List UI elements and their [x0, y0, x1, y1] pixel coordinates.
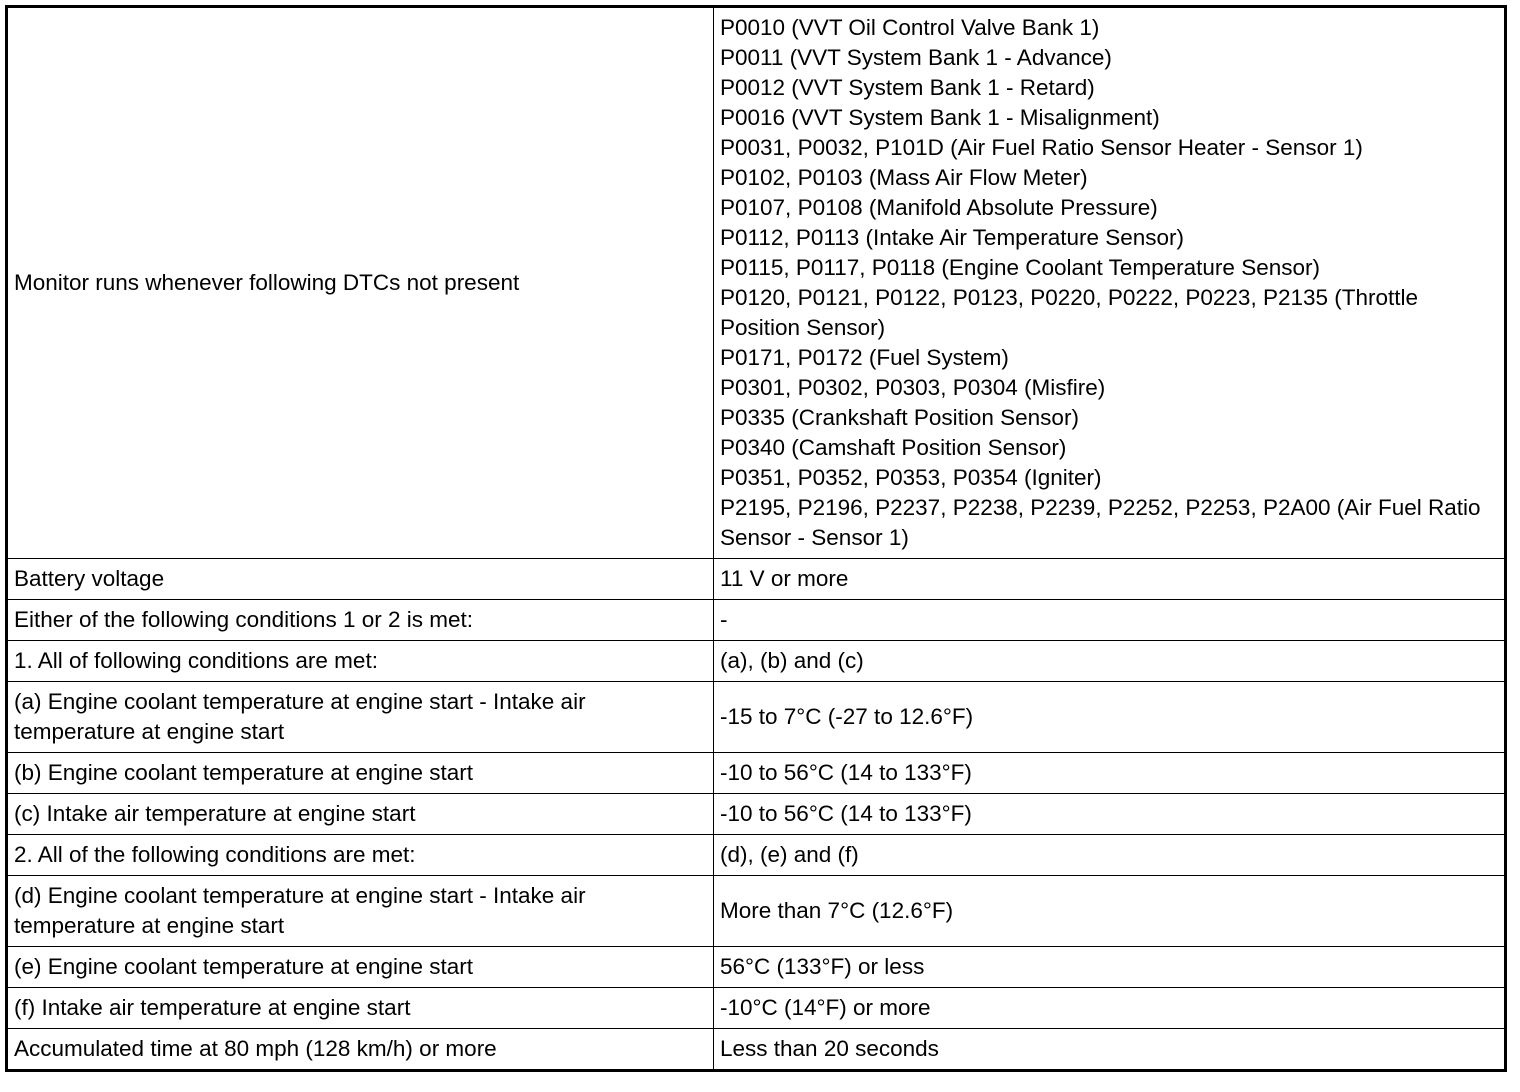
table-row	[7, 835, 1506, 876]
row-value: -15 to 7°C (-27 to 12.6°F)	[714, 682, 1506, 753]
dtc-list-cell	[714, 7, 1506, 559]
dtc-entry: P0011 (VVT System Bank 1 - Advance)	[720, 45, 1112, 70]
dtc-entry: P0016 (VVT System Bank 1 - Misalignment)	[720, 105, 1160, 130]
dtc-entry: P0340 (Camshaft Position Sensor)	[720, 435, 1067, 460]
dtc-entry: P0012 (VVT System Bank 1 - Retard)	[720, 75, 1095, 100]
row-value: -10°C (14°F) or more	[714, 988, 1506, 1029]
row-label: (d) Engine coolant temperature at engine start - Intake air temperature at engine start	[7, 876, 714, 947]
dtc-entry: P0351, P0352, P0353, P0354 (Igniter)	[720, 465, 1102, 490]
row-value: More than 7°C (12.6°F)	[714, 876, 1506, 947]
table-row	[7, 600, 1506, 641]
table-row	[7, 947, 1506, 988]
table-row	[7, 753, 1506, 794]
row-label: 1. All of following conditions are met:	[7, 641, 714, 682]
row-value: (d), (e) and (f)	[714, 835, 1506, 876]
table-row	[7, 1029, 1506, 1071]
row-label: (b) Engine coolant temperature at engine start	[7, 753, 714, 794]
table-row	[7, 641, 1506, 682]
dtc-entry: P0301, P0302, P0303, P0304 (Misfire)	[720, 375, 1106, 400]
row-value: Less than 20 seconds	[714, 1029, 1506, 1071]
table-row	[7, 794, 1506, 835]
dtc-entry: P0010 (VVT Oil Control Valve Bank 1)	[720, 15, 1100, 40]
row-value: -	[714, 600, 1506, 641]
dtc-entry: P0107, P0108 (Manifold Absolute Pressure)	[720, 195, 1158, 220]
dtc-entry: P2195, P2196, P2237, P2238, P2239, P2252, P2253, P2A00 (Air Fuel Ratio Sensor - Sensor 1)	[720, 495, 1481, 550]
row-value: (a), (b) and (c)	[714, 641, 1506, 682]
dtc-entry: P0171, P0172 (Fuel System)	[720, 345, 1009, 370]
table-row	[7, 682, 1506, 753]
dtc-entry: P0335 (Crankshaft Position Sensor)	[720, 405, 1079, 430]
conditions-table	[5, 5, 1507, 1072]
row-label: Either of the following conditions 1 or 2 is met:	[7, 600, 714, 641]
row-value: -10 to 56°C (14 to 133°F)	[714, 794, 1506, 835]
row-label: Battery voltage	[7, 559, 714, 600]
dtc-entry: P0115, P0117, P0118 (Engine Coolant Temperature Sensor)	[720, 255, 1320, 280]
row-label: (e) Engine coolant temperature at engine start	[7, 947, 714, 988]
dtc-entry: P0031, P0032, P101D (Air Fuel Ratio Sensor Heater - Sensor 1)	[720, 135, 1363, 160]
table-row	[7, 988, 1506, 1029]
row-label: 2. All of the following conditions are met:	[7, 835, 714, 876]
row-value: 11 V or more	[714, 559, 1506, 600]
row-label: Monitor runs whenever following DTCs not present	[7, 7, 714, 559]
conditions-table-body	[7, 7, 1506, 1071]
row-label: (c) Intake air temperature at engine start	[7, 794, 714, 835]
row-value: 56°C (133°F) or less	[714, 947, 1506, 988]
dtc-entry: P0112, P0113 (Intake Air Temperature Sensor)	[720, 225, 1185, 250]
row-label: Accumulated time at 80 mph (128 km/h) or more	[7, 1029, 714, 1071]
table-row	[7, 7, 1506, 559]
dtc-entry: P0102, P0103 (Mass Air Flow Meter)	[720, 165, 1088, 190]
table-row	[7, 876, 1506, 947]
dtc-entry: P0120, P0121, P0122, P0123, P0220, P0222, P0223, P2135 (Throttle Position Sensor)	[720, 285, 1419, 340]
row-value: -10 to 56°C (14 to 133°F)	[714, 753, 1506, 794]
row-label: (f) Intake air temperature at engine start	[7, 988, 714, 1029]
table-row	[7, 559, 1506, 600]
row-label: (a) Engine coolant temperature at engine start - Intake air temperature at engine start	[7, 682, 714, 753]
